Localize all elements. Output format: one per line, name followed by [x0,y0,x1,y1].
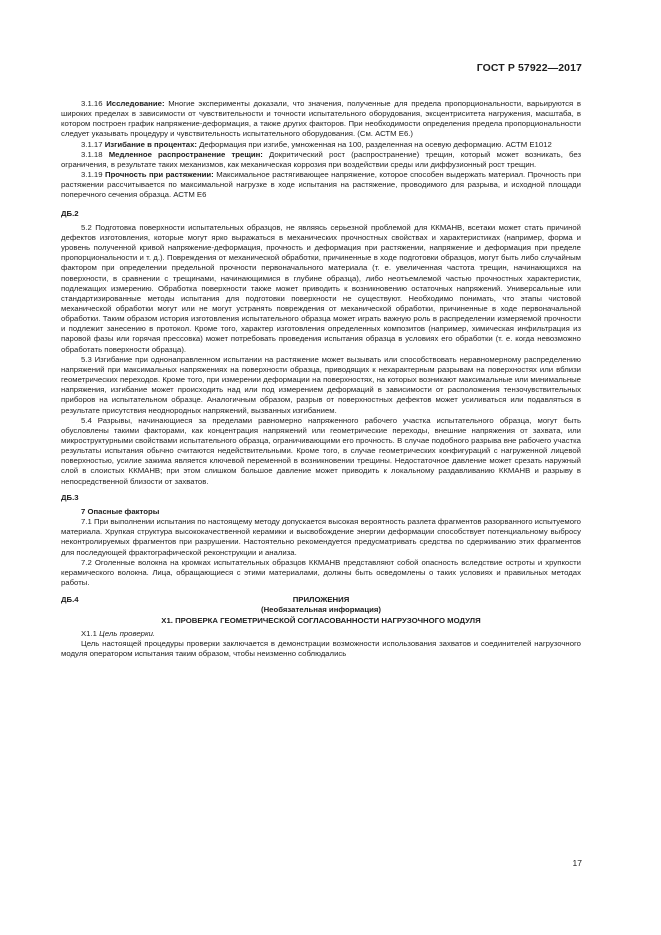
paragraph-7-1: 7.1 При выполнении испытания по настоящему методу допускается высокая вероятность разлета фрагментов разорванного испытуемого материала. Хрупкая структура высококачественной керамики и высвобождение энергии деформации способствует потенциальному выбросу неконтролируемых фрагментов при разрушении. Настоятельно рекомендуется предусматривать средства по сдерживанию этих фрагментов для последующей фрактографической реконструкции и анализа. [61,517,581,557]
appendix-x1-title: Х1. ПРОВЕРКА ГЕОМЕТРИЧЕСКОЙ СОГЛАСОВАННОСТИ НАГРУЗОЧНОГО МОДУЛЯ [161,615,481,625]
term-name: Исследование: [106,99,165,108]
appendix-subtitle: (Необязательная информация) [260,605,381,615]
paragraph-5-4: 5.4 Разрывы, начинающиеся за пределами равномерно напряженного рабочего участка испытательного образца, могут быть обусловлены такими факторами, как концентрация напряжений или геометрические переходы, внешние напряжения от захвата, или микроструктурными свойствами испытательного образца, ограничивающими его прочность. В случае подобного разрыва вне рабочего участка результаты испытания обычно считаются недействительными. Кроме того, в случае геометрических конфигураций с нагруженной лицевой поверхностью, усилие зажима является ключевой переменной в возникновении трещины. Недостаточное давление может срезать наружный слой в слоистых ККМАНВ; при этом слишком большое давление может приводить к локальному раздавливанию ККМАНВ и разрыву в непосредственной близости от захватов. [61,415,581,486]
term-3-1-18 [61,150,581,170]
page-number: 17 [572,858,582,868]
page-content [61,99,581,659]
term-name: Медленное распространение трещин: [108,149,263,159]
appendix-block [61,595,581,659]
term-number: 3.1.19 [81,170,103,180]
term-3-1-19 [61,170,581,200]
section-heading-db2: ДБ.2 [61,208,79,218]
term-name: Изгибание в процентах: [104,139,197,149]
term-definition: Деформация при изгибе, умноженная на 100, разделенная на осевую деформацию. АСТМ Е1012 [199,139,552,149]
subsection-heading-hazards: 7 Опасные факторы [81,506,160,516]
paragraph-5-3: 5.3 Изгибание при однонаправленном испытании на растяжение может вызывать или способствовать неравномерному распределению напряжений при максимальных напряжениях на поверхности образца, приводящих к нехарактерным разрывам на поверхностях или вблизи геометрических переходов. Кроме того, при измерении деформации на поверхностях, на которых возникают максимальные или минимальные напряжения, изгибание может происходить над или под измерением деформаций в зависимости от расположения тензочувствительных приборов на испытательном образце. Аналогичным образом, разрыв от поверхностных дефектов может усиливаться или подавляться в результате присутствия неоднородных напряжений, вызванных изгибанием. [61,354,581,415]
clause-x1-1 [61,629,581,639]
appendix-title: ПРИЛОЖЕНИЯ [292,595,350,605]
term-name: Прочность при растяжении: [105,170,214,180]
term-definition: Многие эксперименты доказали, что значения, полученные для предела пропорциональности, варьируются в широких пределах в зависимости от чувствительности и точности испытательного оборудования, эксцентриситета нагружения, масштаба, в котором построен график напряжение-деформация, а также других факторов. При необходимости определения предела пропорциональности следует указывать процедуру и чувствительность испытательного оборудования. (См. АСТМ Е6.) [61,99,582,139]
paragraph-x1-1: Цель настоящей процедуры проверки заключается в демонстрации возможности использования захватов и соединителей нагрузочного модуля оператором испытания таким образом, чтобы неизменно соблюдались [61,638,581,658]
term-definition: Максимальное растягивающее напряжение, которое способен выдержать материал. Прочность при растяжении рассчитывается по максимальной нагрузке в ходе испытания на растяжение, проводимого для разрыва, и исходной площади поперечного сечения образца. АСТМ Е6 [61,170,581,200]
paragraph-7-2: 7.2 Оголенные волокна на кромках испытательных образцов ККМАНВ представляют собой опасность вследствие остроты и хрупкости керамического волокна. Лица, обращающиеся с этими материалами, должны быть осведомлены о таких условиях и правильных методах работы. [61,557,581,588]
clause-label: Цель проверки. [99,628,156,638]
term-number: 3.1.17 [81,139,103,149]
section-heading-db4: ДБ.4 [61,595,79,605]
document-code: ГОСТ Р 57922—2017 [476,62,582,74]
term-number: 3.1.18 [81,149,103,159]
term-3-1-16 [61,99,581,140]
paragraph-5-2: 5.2 Подготовка поверхности испытательных образцов, не являясь серьезной проблемой для ККМАНВ, всетаки может стать причиной дефектов изготовления, которые могут ярко выражаться в механических прочностных свойствах и характеристиках (например, форма и уровень полученной кривой напряжение-деформация, прочность и деформация при растяжении, напряжение и деформация при пределе пропорциональности и т. д.). Повреждения от механической обработки, причиненные в ходе подготовки образцов, могут быть либо случайным фактором при определении предельной прочности первоначального материала (т. е. увеличенная частота трещин, начинающихся на поверхности, в сравнении с трещинами, начинающимися в глубине образца), либо неотъемлемой частью прочностных характеристик, подлежащих измерению. Обработка поверхности также может приводить к возникновению остаточных напряжений. Универсальные или стандартизированные методы испытания для подготовки поверхности не существуют. Необходимо понимать, что этапы чистовой механической обработки могут или не могут устранять повреждения от механической обработки, причиненные в ходе первоначальной обработки. Таким образом история изготовления испытательного образца может играть важную роль в распределении измеряемой прочности и подлежит занесению в протокол. Кроме того, характер изготовления определенных композитов (например, химическая инфильтрация из паровой фазы или горячая прессовка) может потребовать проведения испытания образца в условиях его обработки (т. е. когда невозможно обработать поверхности образца). [61,222,581,354]
term-3-1-17 [61,140,581,150]
term-definition: Докритический рост (распространение) трещин, который может возникать, без ограничения, в результате таких механизмов, как механическая коррозия при воздействии среды или диффузионный рост трещин. [61,149,582,169]
term-number: 3.1.16 [81,99,103,108]
clause-number: Х1.1 [81,628,97,638]
section-heading-db3: ДБ.3 [61,492,79,502]
